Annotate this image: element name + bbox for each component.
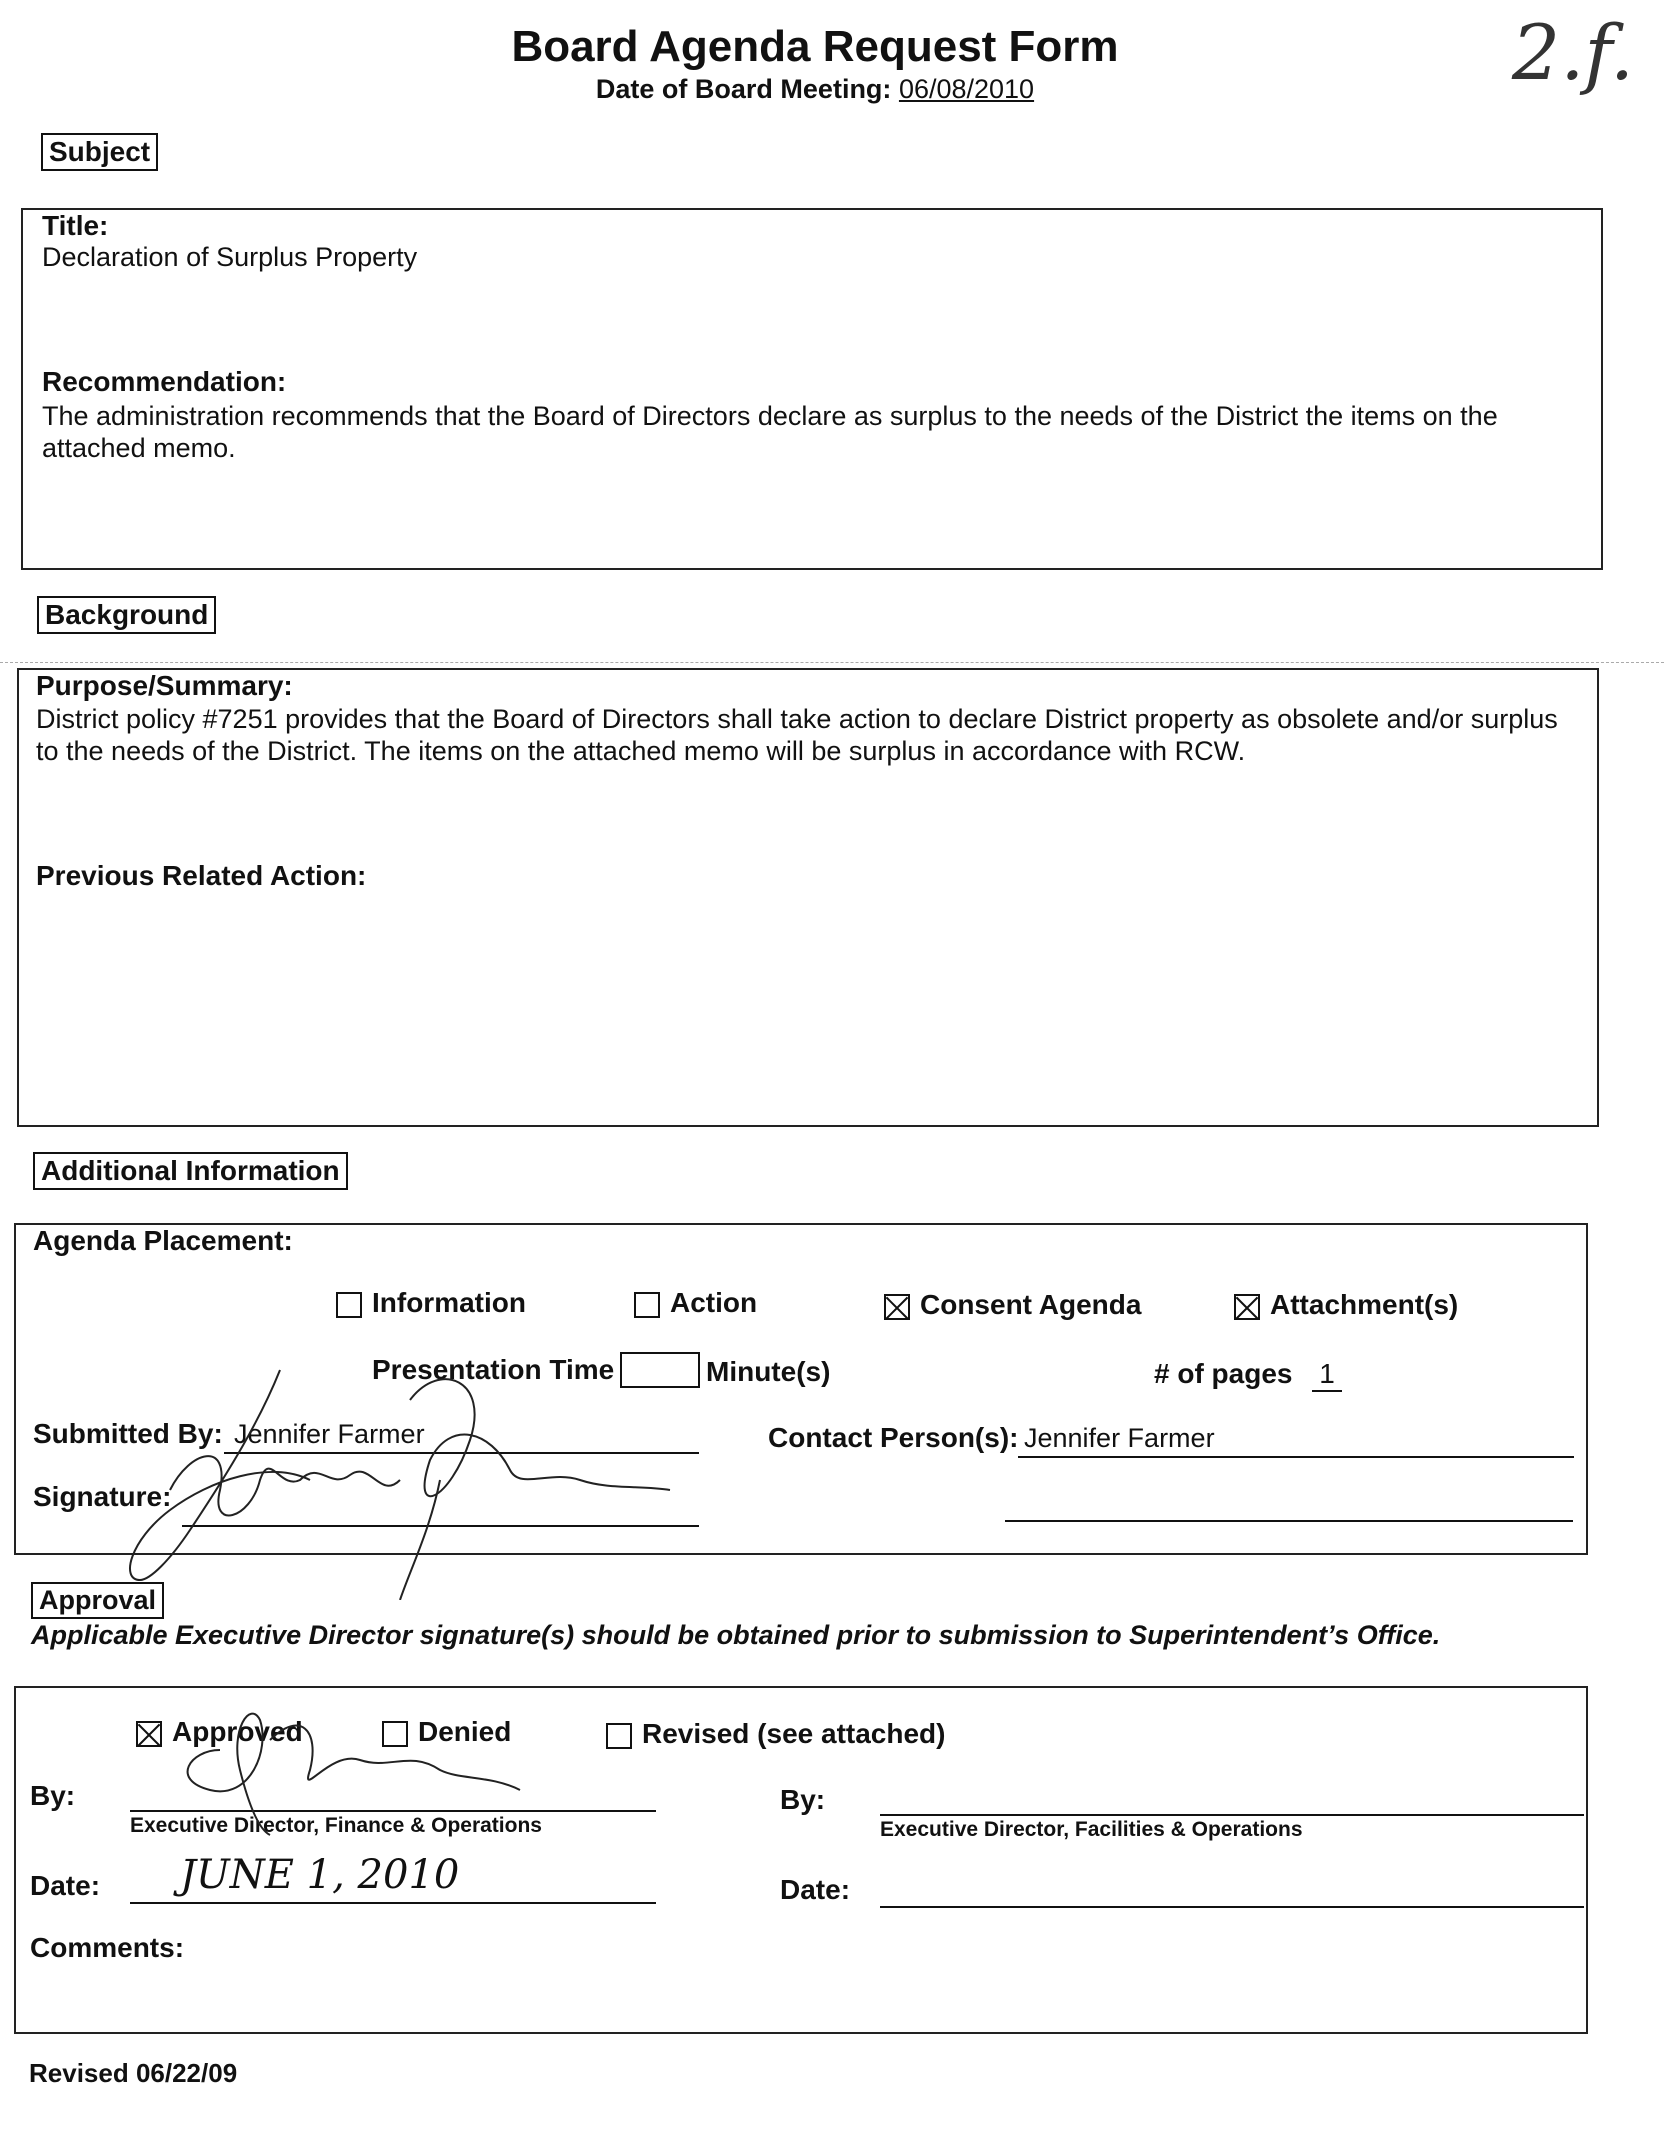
meeting-date-label: Date of Board Meeting:	[595, 74, 892, 104]
date-left-value: JUNE 1, 2010	[180, 1852, 460, 1898]
by-right-label: By:	[780, 1784, 826, 1815]
revised-checkbox[interactable]	[606, 1723, 632, 1749]
action-option[interactable]	[634, 1287, 757, 1319]
title-value: Declaration of Surplus Property	[42, 242, 418, 272]
contact-person-field[interactable]	[1018, 1422, 1574, 1458]
action-checkbox[interactable]	[634, 1292, 660, 1318]
approval-section-label: Approval	[31, 1582, 164, 1619]
background-section-label: Background	[37, 596, 216, 634]
by-left-title: Executive Director, Finance & Operations	[130, 1814, 542, 1837]
recommendation-text: The administration recommends that the Board of Directors declare as surplus to the needs of the District the items on the attached memo.	[42, 401, 1498, 463]
subject-section-label: Subject	[41, 133, 158, 171]
submitted-by-value: Jennifer Farmer	[234, 1419, 425, 1449]
date-right-label: Date:	[780, 1874, 851, 1905]
contact-signature-line	[1005, 1520, 1573, 1522]
consent-agenda-checkbox[interactable]	[884, 1294, 910, 1320]
meeting-date-line	[0, 74, 1630, 105]
meeting-date-value: 06/08/2010	[898, 74, 1035, 104]
background-box	[17, 668, 1599, 1127]
approved-label: Approved	[172, 1716, 303, 1747]
presentation-time-label: Presentation Time	[372, 1354, 615, 1385]
attachments-checkbox[interactable]	[1234, 1294, 1260, 1320]
purpose-text: District policy #7251 provides that the Board of Directors shall take action to declare District property as obsolete and/or surplus to the needs of the District. The items on the attached memo will be surplus in accordance with RCW.	[36, 704, 1558, 766]
date-left-label: Date:	[30, 1870, 101, 1901]
minutes-label: Minute(s)	[706, 1356, 831, 1387]
by-left-label: By:	[30, 1780, 76, 1811]
pages-value: 1	[1312, 1358, 1342, 1392]
approval-note: Applicable Executive Director signature(s) should be obtained prior to submission to Superintendent’s Office.	[31, 1620, 1441, 1650]
additional-section-label: Additional Information	[33, 1152, 348, 1190]
handwritten-item-number: 2.f.	[1511, 8, 1634, 97]
contact-person-value: Jennifer Farmer	[1024, 1423, 1215, 1453]
attachments-label: Attachment(s)	[1270, 1289, 1459, 1320]
revised-date: Revised 06/22/09	[29, 2058, 238, 2088]
form-title: Board Agenda Request Form	[511, 22, 1119, 71]
comments-label: Comments:	[30, 1932, 185, 1963]
information-option[interactable]	[336, 1287, 526, 1319]
by-right-signature-field[interactable]	[880, 1762, 1584, 1816]
attachments-option[interactable]	[1234, 1289, 1458, 1321]
agenda-placement-label: Agenda Placement:	[33, 1225, 293, 1256]
purpose-label: Purpose/Summary:	[36, 670, 293, 701]
date-right-field[interactable]	[880, 1852, 1584, 1908]
subject-box	[21, 208, 1603, 570]
denied-label: Denied	[418, 1716, 512, 1747]
contact-person-label: Contact Person(s):	[768, 1422, 1019, 1453]
pages-label: # of pages	[1154, 1358, 1293, 1389]
scan-divider	[0, 662, 1664, 663]
date-left-field[interactable]	[130, 1848, 656, 1904]
previous-action-label: Previous Related Action:	[36, 860, 367, 891]
consent-agenda-option[interactable]	[884, 1289, 1141, 1321]
title-label: Title:	[42, 210, 109, 241]
submitted-by-label: Submitted By:	[33, 1418, 223, 1449]
revised-option[interactable]	[606, 1718, 945, 1750]
revised-label: Revised (see attached)	[642, 1718, 946, 1749]
signature-label: Signature:	[33, 1481, 172, 1512]
information-checkbox[interactable]	[336, 1292, 362, 1318]
action-label: Action	[670, 1287, 758, 1318]
by-right-title: Executive Director, Facilities & Operations	[880, 1818, 1303, 1841]
recommendation-label: Recommendation:	[42, 366, 287, 397]
executive-signature-scribble	[150, 1690, 530, 1840]
signature-scribble	[110, 1360, 690, 1600]
information-label: Information	[372, 1287, 526, 1318]
consent-agenda-label: Consent Agenda	[920, 1289, 1142, 1320]
